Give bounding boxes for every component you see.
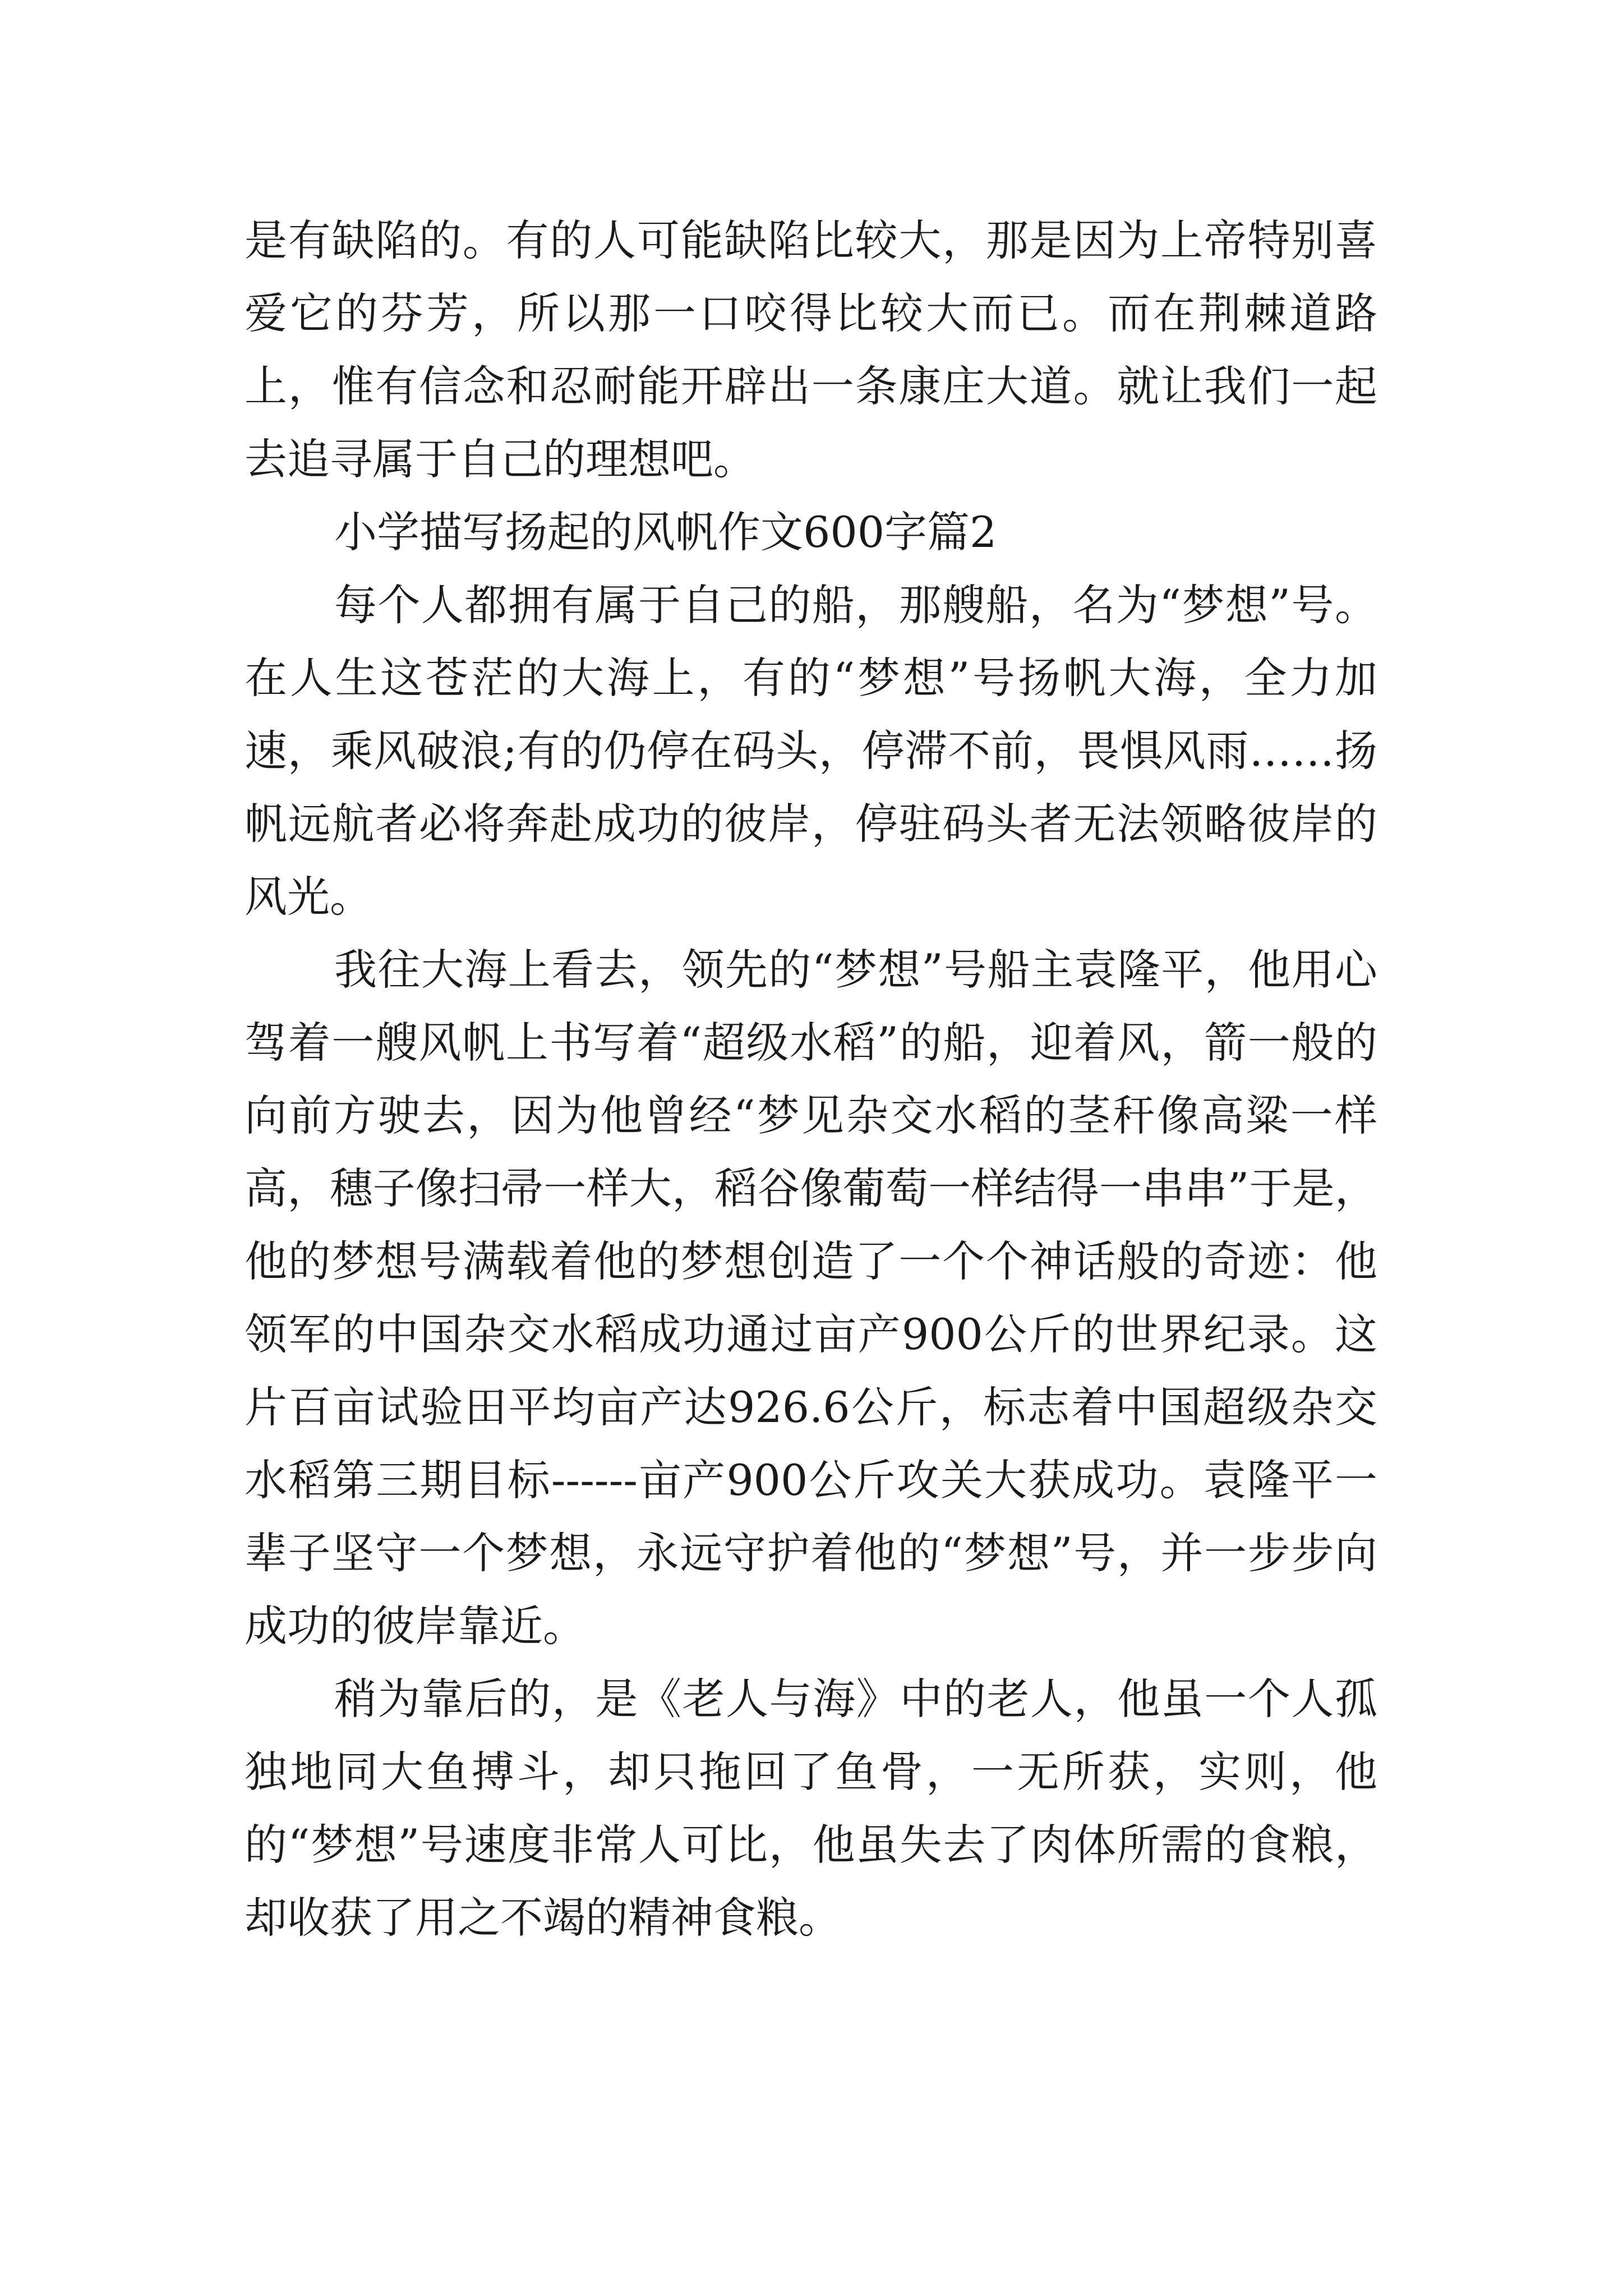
paragraph-dream-ship: 每个人都拥有属于自己的船，那艘船，名为“梦想”号。在人生这苍茫的大海上，有的“梦想”号扬帆大海，全力加速，乘风破浪;有的仍停在码头，停滞不前，畏惧风雨……扬帆远航者必将奔赴成功的彼岸，停驻码头者无法领略彼岸的风光。 xyxy=(245,580,1377,922)
text-column xyxy=(245,204,1377,1954)
paragraph-yuan-longping: 我往大海上看去，领先的“梦想”号船主袁隆平，他用心驾着一艘风帆上书写着“超级水稻”的船，迎着风，箭一般的向前方驶去，因为他曾经“梦见杂交水稻的茎秆像高粱一样高，穗子像扫帚一样大，稻谷像葡萄一样结得一串串”于是，他的梦想号满载着他的梦想创造了一个个神话般的奇迹：他领军的中国杂交水稻成功通过亩产900公斤的世界纪录。这片百亩试验田平均亩产达926.6公斤，标志着中国超级杂交水稻第三期目标------亩产900公斤攻关大获成功。袁隆平一辈子坚守一个梦想，永远守护着他的“梦想”号，并一步步向成功的彼岸靠近。 xyxy=(245,945,1377,1651)
paragraph-old-man-and-sea: 稍为靠后的，是《老人与海》中的老人，他虽一个人孤独地同大鱼搏斗，却只拖回了鱼骨，一无所获，实则，他的“梦想”号速度非常人可比，他虽失去了肉体所需的食粮，却收获了用之不竭的精神食粮。 xyxy=(245,1674,1377,1943)
paragraph-continuation: 是有缺陷的。有的人可能缺陷比较大，那是因为上帝特别喜爱它的芬芳，所以那一口咬得比较大而已。而在荆棘道路上，惟有信念和忍耐能开辟出一条康庄大道。就让我们一起去追寻属于自己的理想吧。 xyxy=(245,215,1377,484)
section-heading: 小学描写扬起的风帆作文600字篇2 xyxy=(334,507,997,557)
